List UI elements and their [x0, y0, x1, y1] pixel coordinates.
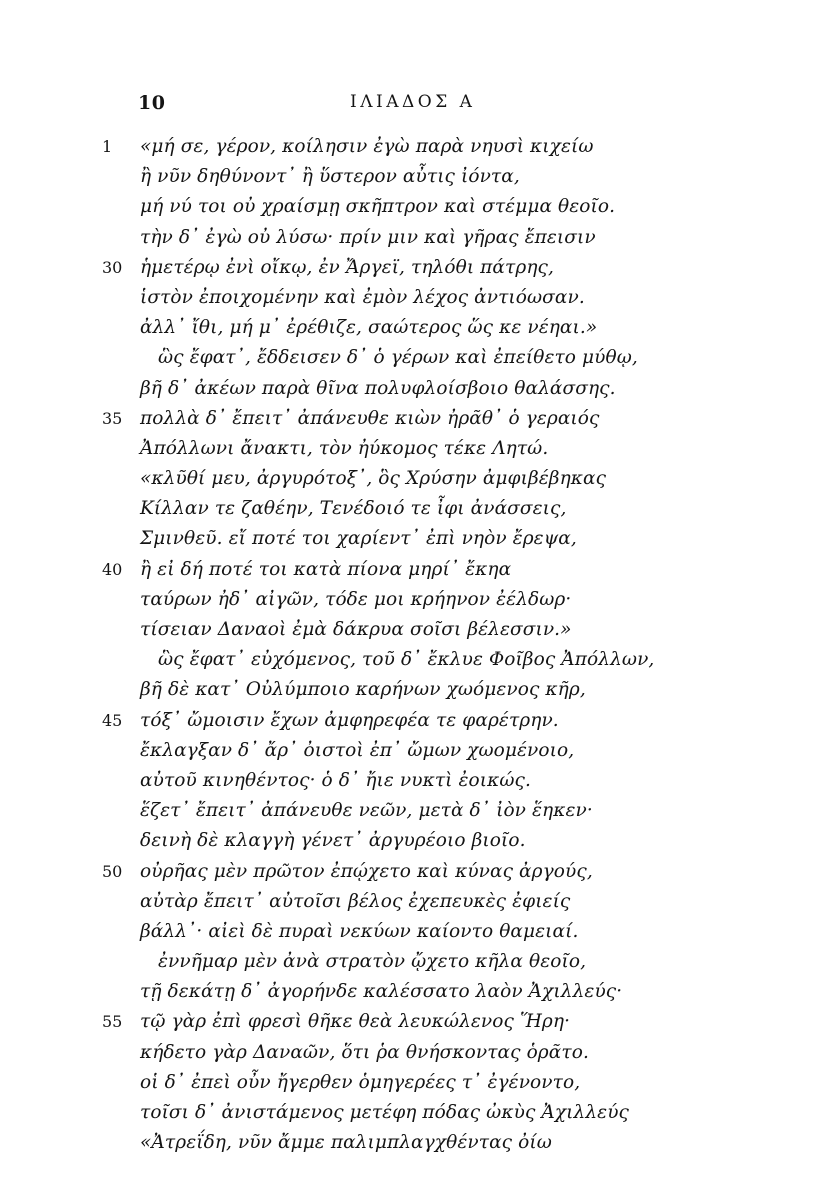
verse-text: ἡμετέρῳ ἐνὶ οἴκῳ, ἐν Ἄργεϊ, τηλόθι πάτρης, — [140, 256, 554, 278]
verse-line — [0, 283, 840, 313]
verse-text: τοῖσι δ᾽ ἀνιστάμενος μετέφη πόδας ὠκὺς Ἀχιλλεύς — [140, 1102, 629, 1123]
verse-text: βῆ δὲ κατ᾽ Οὐλύμποιο καρήνων χωόμενος κῆρ, — [140, 679, 586, 701]
verse-line — [0, 162, 840, 192]
verse-text: πολλὰ δ᾽ ἔπειτ᾽ ἀπάνευθε κιὼν ἠρᾶθ᾽ ὁ γεραιός — [140, 407, 600, 429]
verse-line — [0, 1098, 840, 1128]
verse-line — [0, 404, 840, 434]
verse-text: «μή σε, γέρον, κοίλησιν ἐγὼ παρὰ νηυσὶ κιχείω — [140, 136, 594, 157]
verse-text: ἢ εἰ δή ποτέ τοι κατὰ πίονα μηρί᾽ ἔκηα — [140, 558, 512, 580]
verse-line — [0, 736, 840, 766]
verse-text: τίσειαν Δαναοὶ ἐμὰ δάκρυα σοῖσι βέλεσσιν.» — [140, 619, 572, 640]
verse-text: ἢ νῦν δηθύνοντ᾽ ἢ ὕστερον αὖτις ἰόντα, — [140, 166, 520, 188]
verse-line — [0, 917, 840, 947]
verse-line — [0, 615, 840, 645]
verse-text: τῇ δεκάτῃ δ᾽ ἀγορήνδε καλέσσατο λαὸν Ἀχιλλεύς· — [140, 981, 623, 1003]
verse-text: ἀλλ᾽ ἴθι, μή μ᾽ ἐρέθιζε, σαώτερος ὥς κε νέηαι.» — [140, 317, 598, 339]
verse-line — [0, 1128, 840, 1158]
verse-line — [0, 675, 840, 705]
verse-line — [0, 857, 840, 887]
running-title: ΙΛΙΑΔΟΣ Α — [350, 92, 476, 112]
verse-text: ὣς ἔφατ᾽ εὐχόμενος, τοῦ δ᾽ ἔκλυε Φοῖβος Ἀπόλλων, — [158, 649, 655, 671]
verse-line — [0, 645, 840, 675]
verse-text: ὣς ἔφατ᾽, ἔδδεισεν δ᾽ ὁ γέρων καὶ ἐπείθετο μύθῳ, — [158, 347, 638, 369]
verse-line — [0, 313, 840, 343]
verse-line — [0, 132, 840, 162]
verse-text: ἕζετ᾽ ἔπειτ᾽ ἀπάνευθε νεῶν, μετὰ δ᾽ ἰὸν ἕηκεν· — [140, 800, 593, 822]
verse-line — [0, 1068, 840, 1098]
verse-text: οἱ δ᾽ ἐπεὶ οὖν ἤγερθεν ὁμηγερέες τ᾽ ἐγένοντο, — [140, 1071, 581, 1093]
verse-line — [0, 766, 840, 796]
verse-text: ταύρων ἠδ᾽ αἰγῶν, τόδε μοι κρήηνον ἐέλδωρ· — [140, 588, 572, 610]
verse-line — [0, 1007, 840, 1037]
verse-text: «Ἀτρεΐδη, νῦν ἄμμε παλιμπλαγχθέντας ὀίω — [140, 1132, 552, 1154]
page-header — [0, 92, 840, 120]
verse-line — [0, 374, 840, 404]
verse-text: δεινὴ δὲ κλαγγὴ γένετ᾽ ἀργυρέοιο βιοῖο. — [140, 830, 526, 852]
verse-line — [0, 796, 840, 826]
verse-line — [0, 253, 840, 283]
verse-line — [0, 706, 840, 736]
verse-line — [0, 524, 840, 554]
page-number: 10 — [138, 92, 166, 114]
verse-line — [0, 343, 840, 373]
verse-text: τῷ γὰρ ἐπὶ φρεσὶ θῆκε θεὰ λευκώλενος Ἥρη· — [140, 1011, 571, 1033]
verse-text: τὴν δ᾽ ἐγὼ οὐ λύσω· πρίν μιν καὶ γῆρας ἔπεισιν — [140, 226, 596, 248]
line-number: 40 — [102, 559, 123, 579]
line-number: 55 — [102, 1012, 123, 1032]
verse-text: Σμινθεῦ. εἴ ποτέ τοι χαρίεντ᾽ ἐπὶ νηὸν ἔρεψα, — [140, 528, 577, 550]
verse-line — [0, 434, 840, 464]
verse-text: «κλῦθί μευ, ἀργυρότοξ᾽, ὃς Χρύσην ἀμφιβέβηκας — [140, 468, 607, 490]
verse-line — [0, 192, 840, 222]
verse-text: τόξ᾽ ὤμοισιν ἔχων ἀμφηρεφέα τε φαρέτρην. — [140, 709, 559, 731]
verse-line — [0, 494, 840, 524]
verse-text: ἱστὸν ἐποιχομένην καὶ ἐμὸν λέχος ἀντιόωσαν. — [140, 286, 585, 308]
line-number: 1 — [102, 137, 113, 156]
verse-text: αὐτοῦ κινηθέντος· ὁ δ᾽ ἤιε νυκτὶ ἐοικώς. — [140, 769, 531, 791]
line-number: 50 — [102, 861, 123, 881]
verse-line — [0, 887, 840, 917]
verse-text: οὐρῆας μὲν πρῶτον ἐπῴχετο καὶ κύνας ἀργούς, — [140, 860, 593, 882]
verse-block — [0, 132, 840, 1158]
verse-line — [0, 947, 840, 977]
verse-line — [0, 223, 840, 253]
line-number: 30 — [102, 257, 123, 277]
verse-line — [0, 464, 840, 494]
verse-text: κήδετο γὰρ Δαναῶν, ὅτι ῥα θνήσκοντας ὁρᾶτο. — [140, 1041, 589, 1063]
line-number: 35 — [102, 408, 123, 428]
verse-line — [0, 1038, 840, 1068]
verse-text: αὐτὰρ ἔπειτ᾽ αὐτοῖσι βέλος ἐχεπευκὲς ἐφιείς — [140, 890, 571, 912]
verse-text: βῆ δ᾽ ἀκέων παρὰ θῖνα πολυφλοίσβοιο θαλάσσης. — [140, 377, 616, 399]
verse-text: ἔκλαγξαν δ᾽ ἄρ᾽ ὀιστοὶ ἐπ᾽ ὤμων χωομένοιο, — [140, 739, 575, 761]
verse-line — [0, 555, 840, 585]
verse-text: ἐννῆμαρ μὲν ἀνὰ στρατὸν ᾤχετο κῆλα θεοῖο, — [158, 951, 587, 973]
verse-line — [0, 977, 840, 1007]
line-number: 45 — [102, 710, 123, 730]
verse-text: μή νύ τοι οὐ χραίσμῃ σκῆπτρον καὶ στέμμα θεοῖο. — [140, 196, 616, 218]
verse-text: Κίλλαν τε ζαθέην, Τενέδοιό τε ἶφι ἀνάσσεις, — [140, 498, 567, 520]
verse-text: Ἀπόλλωνι ἄνακτι, τὸν ἠύκομος τέκε Λητώ. — [140, 437, 549, 459]
verse-line — [0, 585, 840, 615]
verse-line — [0, 826, 840, 856]
verse-text: βάλλ᾽· αἰεὶ δὲ πυραὶ νεκύων καίοντο θαμειαί. — [140, 920, 579, 942]
